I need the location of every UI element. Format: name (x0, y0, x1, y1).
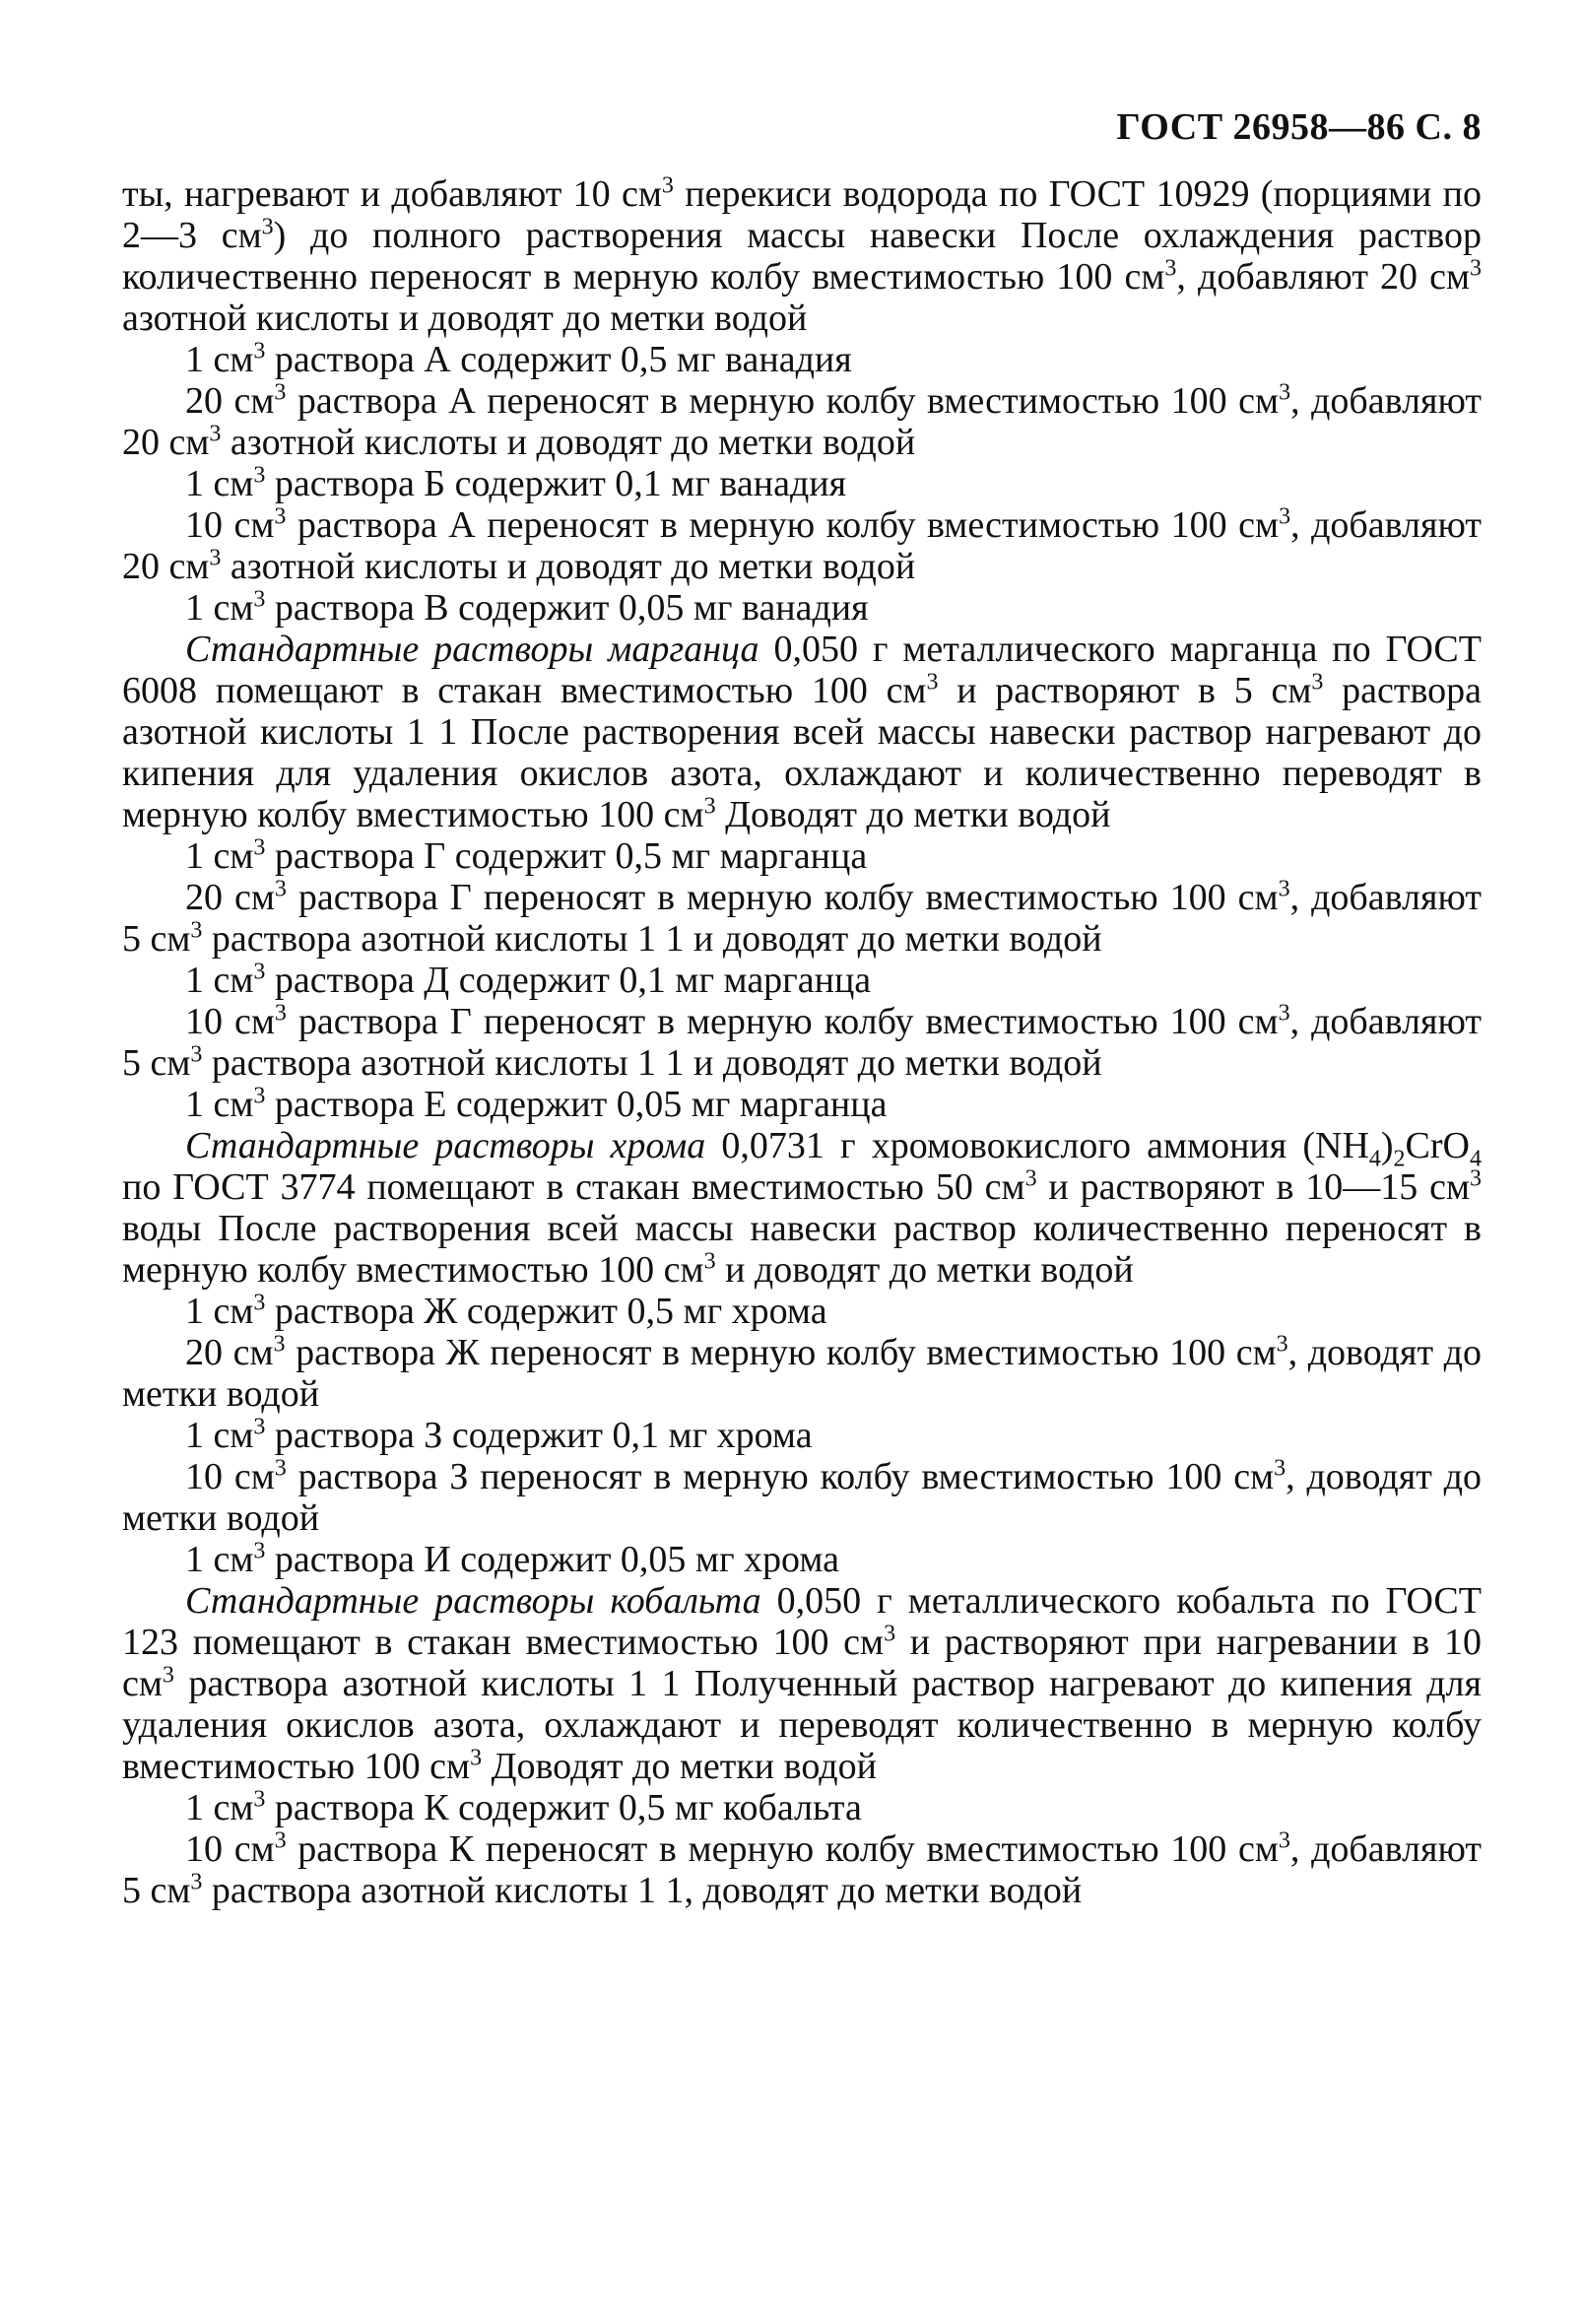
superscript: 3 (1278, 1000, 1290, 1027)
superscript: 3 (1274, 1455, 1286, 1482)
text-run: раствора Е содержит 0,05 мг марганца (265, 1084, 888, 1125)
text-run: , добавляют 5 см (122, 1828, 1482, 1911)
text-run: 20 см (185, 1332, 274, 1373)
text-run: 1 см (185, 339, 254, 380)
paragraph-p14 (122, 1291, 1482, 1332)
superscript: 3 (209, 545, 222, 571)
paragraph-p21 (122, 1828, 1482, 1911)
text-run: перекиси водорода по ГОСТ 10929 (порциями по 2—3 см (122, 173, 1482, 256)
paragraph-p11 (122, 1001, 1482, 1084)
text-run: раствора азотной кислоты 1 1 и доводят до метки водой (202, 918, 1102, 960)
superscript: 3 (162, 1662, 174, 1689)
text-run: 1 см (185, 1291, 254, 1332)
text-run: и доводят до метки водой (715, 1249, 1134, 1291)
text-run: раствора Г содержит 0,5 мг марганца (265, 835, 868, 877)
superscript: 3 (253, 586, 266, 613)
paragraph-p10 (122, 960, 1482, 1001)
superscript: 3 (926, 669, 939, 696)
superscript: 3 (274, 876, 287, 902)
text-run: 1 см (185, 960, 254, 1001)
superscript: 3 (273, 1331, 286, 1358)
superscript: 3 (703, 1248, 716, 1275)
text-run: азотной кислоты и доводят до метки водой (122, 298, 808, 339)
superscript: 3 (1278, 1827, 1290, 1854)
text-run: ) (1380, 1125, 1394, 1166)
text-run: , добавляют 5 см (122, 1001, 1482, 1084)
text-run: раствора азотной кислоты 1 1, доводят до метки водой (202, 1870, 1083, 1911)
text-run: 20 см (185, 877, 275, 918)
text-run: 10 см (185, 1828, 275, 1870)
text-run: раствора Б содержит 0,1 мг ванадия (265, 463, 847, 504)
text-run: раствора В содержит 0,05 мг ванадия (265, 587, 869, 629)
superscript: 3 (1311, 669, 1324, 696)
superscript: 3 (1470, 1165, 1482, 1192)
text-run: ты, нагревают и добавляют 10 см (122, 173, 662, 215)
text-run: 1 см (185, 1415, 254, 1456)
italic-heading: Стандартные растворы кобальта (185, 1580, 761, 1622)
text-run: Доводят до метки водой (715, 794, 1111, 835)
superscript: 3 (703, 793, 716, 820)
superscript: 3 (274, 379, 287, 406)
superscript: 3 (253, 1083, 266, 1109)
text-run: 1 см (185, 1539, 254, 1580)
text-run: раствора Г переносят в мерную колбу вместимостью 100 см (286, 877, 1279, 918)
text-run: 1 см (185, 463, 254, 504)
text-run: , добавляют 20 см (122, 380, 1482, 463)
superscript: 3 (261, 214, 274, 240)
subscript: 4 (1470, 1146, 1482, 1172)
text-run: раствора З содержит 0,1 мг хрома (265, 1415, 813, 1456)
text-run: 1 см (185, 1084, 254, 1125)
superscript: 3 (253, 959, 266, 985)
paragraph-p16 (122, 1415, 1482, 1456)
superscript: 3 (1164, 255, 1177, 282)
text-run: 0,050 г металлического марганца по ГОСТ 6008 помещают в стакан вместимостью 100 см (122, 629, 1482, 711)
paragraph-p12 (122, 1084, 1482, 1125)
text-run: азотной кислоты и доводят до метки водой (221, 546, 916, 587)
text-run: , доводят до метки водой (122, 1456, 1482, 1539)
text-run: воды После растворения всей массы навески раствор количественно переносят в мерную колбу вместимостью 100 см (122, 1208, 1482, 1291)
text-run: 1 см (185, 587, 254, 629)
superscript: 3 (190, 1041, 203, 1068)
subscript: 2 (1393, 1146, 1406, 1172)
text-run: ) до полного растворения массы навески После охлаждения раствор количественно переносят в мерную колбу вместимостью 100 см (122, 215, 1482, 298)
superscript: 3 (253, 338, 266, 365)
superscript: 3 (1278, 876, 1290, 902)
paragraph-p19 (122, 1580, 1482, 1787)
text-run: раствора А содержит 0,5 мг ванадия (265, 339, 852, 380)
text-run: , добавляют 5 см (122, 877, 1482, 960)
paragraph-p4 (122, 463, 1482, 504)
superscript: 3 (1279, 379, 1291, 406)
superscript: 3 (253, 462, 266, 489)
superscript: 3 (274, 1000, 287, 1027)
paragraph-p1 (122, 173, 1482, 339)
superscript: 3 (1279, 503, 1291, 530)
paragraph-p2 (122, 339, 1482, 380)
text-run: 10 см (185, 1001, 275, 1042)
subscript: 4 (1368, 1146, 1381, 1172)
text-run: по ГОСТ 3774 помещают в стакан вместимостью 50 см (122, 1166, 1025, 1208)
superscript: 3 (253, 1538, 266, 1564)
text-run: раствора азотной кислоты 1 1 После растворения всей массы навески раствор нагревают до кипения для удаления окислов азота, охлаждают и количественно переводят в мерную колбу вместимостью 100 см (122, 670, 1483, 835)
text-run: 20 см (185, 380, 275, 422)
text-run: раствора А переносят в мерную колбу вместимостью 100 см (286, 380, 1280, 422)
text-run: раствора Г переносят в мерную колбу вместимостью 100 см (286, 1001, 1279, 1042)
superscript: 3 (209, 421, 222, 447)
paragraph-p3 (122, 380, 1482, 463)
text-run: раствора азотной кислоты 1 1 и доводят до метки водой (202, 1042, 1102, 1084)
paragraph-p18 (122, 1539, 1482, 1580)
text-run: раствора К содержит 0,5 мг кобальта (265, 1787, 862, 1828)
text-run: раствора З переносят в мерную колбу вместимостью 100 см (286, 1456, 1275, 1497)
superscript: 3 (190, 1869, 203, 1895)
text-run: , добавляют 20 см (1176, 256, 1471, 298)
paragraph-p9 (122, 877, 1482, 960)
text-run: раствора Ж переносят в мерную колбу вместимостью 100 см (285, 1332, 1277, 1373)
text-run: CrO (1405, 1125, 1470, 1166)
italic-heading: Стандартные растворы хрома (185, 1125, 706, 1166)
italic-heading: Стандартные растворы марганца (185, 629, 759, 670)
text-run: Доводят до метки водой (482, 1746, 877, 1787)
page-header: ГОСТ 26958—86 С. 8 (1116, 106, 1482, 148)
text-run: раствора И содержит 0,05 мг хрома (265, 1539, 839, 1580)
text-run: и растворяют в 10—15 см (1036, 1166, 1470, 1208)
superscript: 3 (884, 1621, 896, 1647)
text-run: азотной кислоты и доводят до метки водой (221, 422, 916, 463)
text-run: раствора А переносят в мерную колбу вместимостью 100 см (286, 504, 1280, 546)
paragraph-p7 (122, 629, 1482, 835)
superscript: 3 (1276, 1331, 1288, 1358)
document-page (122, 106, 1482, 1911)
text-run: раствора К переносят в мерную колбу вместимостью 100 см (286, 1828, 1279, 1870)
text-run: раствора Д содержит 0,1 мг марганца (265, 960, 872, 1001)
text-run: , добавляют 20 см (122, 504, 1482, 587)
paragraph-p8 (122, 835, 1482, 877)
superscript: 3 (1024, 1165, 1037, 1192)
text-run: 1 см (185, 835, 254, 877)
superscript: 3 (274, 1455, 287, 1482)
text-run: раствора азотной кислоты 1 1 Полученный раствор нагревают до кипения для удаления окислов азота, охлаждают и переводят количественно в мерную колбу вместимостью 100 см (122, 1663, 1482, 1787)
superscript: 3 (253, 1290, 266, 1316)
text-run: раствора Ж содержит 0,5 мг хрома (265, 1291, 827, 1332)
paragraph-p13 (122, 1125, 1482, 1291)
superscript: 3 (661, 172, 674, 199)
text-run: 0,0731 г хромовокислого аммония (NH (705, 1125, 1369, 1166)
superscript: 3 (470, 1745, 483, 1771)
paragraph-p15 (122, 1332, 1482, 1415)
text-run: и растворяют в 5 см (938, 670, 1312, 711)
document-body (122, 173, 1482, 1911)
superscript: 3 (253, 834, 266, 861)
paragraph-p5 (122, 504, 1482, 587)
superscript: 3 (253, 1786, 266, 1813)
text-run: 1 см (185, 1787, 254, 1828)
superscript: 3 (1470, 255, 1483, 282)
text-run: и растворяют при нагревании в 10 см (122, 1622, 1482, 1704)
paragraph-p6 (122, 587, 1482, 629)
superscript: 3 (274, 503, 287, 530)
text-run: 0,050 г металлического кобальта по ГОСТ 123 помещают в стакан вместимостью 100 см (122, 1580, 1482, 1663)
text-run: , доводят до метки водой (122, 1332, 1482, 1415)
superscript: 3 (274, 1827, 287, 1854)
text-run: 10 см (185, 504, 275, 546)
paragraph-p17 (122, 1456, 1482, 1539)
superscript: 3 (253, 1414, 266, 1440)
superscript: 3 (190, 917, 203, 944)
paragraph-p20 (122, 1787, 1482, 1828)
text-run: 10 см (185, 1456, 275, 1497)
